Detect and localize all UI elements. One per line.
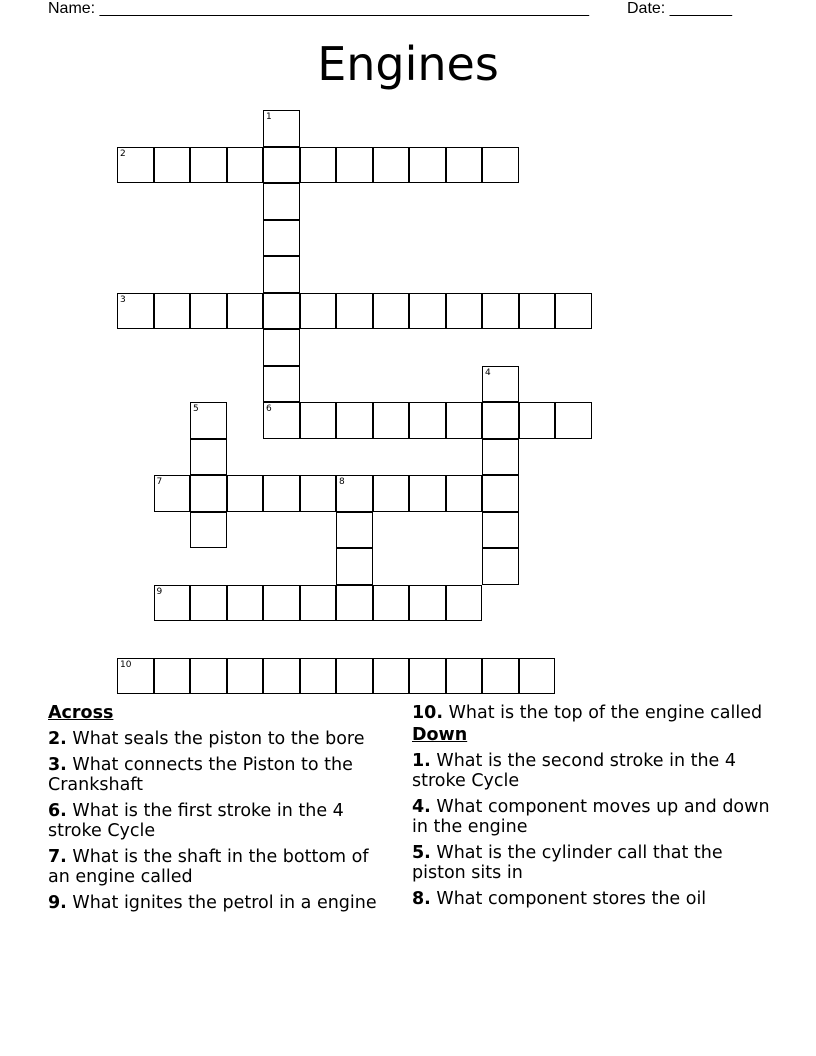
grid-cell[interactable] [336,147,373,184]
clue-number: 1 [266,112,272,122]
grid-cell[interactable] [409,293,446,330]
grid-cell[interactable] [482,512,519,549]
grid-cell[interactable] [190,147,227,184]
grid-cell[interactable] [227,147,264,184]
clue-across-6: 6. What is the first stroke in the 4 stroke Cycle [48,801,344,841]
clue-down-4: 4. What component moves up and down in the engine [412,797,770,837]
clue-number: 8 [339,477,345,487]
grid-cell[interactable] [409,475,446,512]
clue-number: 10 [120,659,132,670]
grid-cell[interactable] [482,658,519,695]
grid-cell[interactable] [263,329,300,366]
grid-cell[interactable] [300,475,337,512]
date-field-label: Date: _______ [627,0,732,17]
clues-left-column [48,703,393,919]
grid-cell[interactable] [154,147,191,184]
grid-cell[interactable] [263,402,300,439]
grid-cell[interactable] [409,658,446,695]
grid-cell[interactable] [446,658,483,695]
grid-cell[interactable] [263,110,300,147]
grid-cell[interactable] [263,256,300,293]
grid-cell[interactable] [519,658,556,695]
grid-cell[interactable] [446,293,483,330]
clue-number: 5 [193,404,199,414]
grid-cell[interactable] [300,585,337,622]
grid-cell[interactable] [519,402,556,439]
grid-cell[interactable] [336,658,373,695]
clue-across-2: 2. What seals the piston to the bore [48,729,365,749]
grid-cell[interactable] [154,585,191,622]
grid-cell[interactable] [300,402,337,439]
grid-cell[interactable] [263,366,300,403]
grid-cell[interactable] [227,658,264,695]
grid-cell[interactable] [373,475,410,512]
grid-cell[interactable] [482,439,519,476]
grid-cell[interactable] [482,147,519,184]
grid-cell[interactable] [190,293,227,330]
grid-cell[interactable] [446,147,483,184]
grid-cell[interactable] [336,402,373,439]
grid-cell[interactable] [555,293,592,330]
grid-cell[interactable] [154,658,191,695]
across-heading: Across [48,703,114,723]
grid-cell[interactable] [227,293,264,330]
grid-cell[interactable] [482,402,519,439]
clue-number: 3 [120,294,126,305]
grid-cell[interactable] [263,147,300,184]
grid-cell[interactable] [555,402,592,439]
grid-cell[interactable] [117,658,154,695]
clues-right-column [412,703,772,915]
grid-cell[interactable] [446,475,483,512]
down-heading: Down [412,725,468,745]
clue-across-3: 3. What connects the Piston to the Crankshaft [48,755,353,795]
clue-across-9: 9. What ignites the petrol in a engine [48,893,377,913]
clue-across-7: 7. What is the shaft in the bottom of an engine called [48,847,369,887]
grid-cell[interactable] [154,475,191,512]
grid-cell[interactable] [117,147,154,184]
grid-cell[interactable] [190,439,227,476]
grid-cell[interactable] [373,147,410,184]
grid-cell[interactable] [446,402,483,439]
grid-cell[interactable] [336,585,373,622]
grid-cell[interactable] [482,293,519,330]
grid-cell[interactable] [409,585,446,622]
grid-cell[interactable] [519,293,556,330]
grid-cell[interactable] [190,512,227,549]
grid-cell[interactable] [263,220,300,257]
clue-across-10: 10. What is the top of the engine called [412,703,763,723]
clue-down-1: 1. What is the second stroke in the 4 stroke Cycle [412,751,737,791]
name-field-label: Name: _______________________________________________________ [48,0,589,17]
grid-cell[interactable] [263,293,300,330]
clue-down-8: 8. What component stores the oil [412,889,707,909]
grid-cell[interactable] [227,475,264,512]
clue-number: 9 [156,586,163,597]
grid-cell[interactable] [300,293,337,330]
grid-cell[interactable] [482,366,519,403]
grid-cell[interactable] [117,293,154,330]
grid-cell[interactable] [227,585,264,622]
grid-cell[interactable] [300,658,337,695]
clue-number: 4 [485,367,491,378]
grid-cell[interactable] [263,475,300,512]
grid-cell[interactable] [409,147,446,184]
grid-cell[interactable] [373,293,410,330]
grid-cell[interactable] [336,293,373,330]
grid-cell[interactable] [190,585,227,622]
grid-cell[interactable] [409,402,446,439]
grid-cell[interactable] [263,658,300,695]
clue-number: 7 [156,477,163,487]
grid-cell[interactable] [373,402,410,439]
grid-cell[interactable] [373,658,410,695]
clue-number: 2 [120,148,126,159]
clue-number: 6 [266,404,272,414]
grid-cell[interactable] [446,585,483,622]
grid-cell[interactable] [263,183,300,220]
grid-cell[interactable] [336,512,373,549]
grid-cell[interactable] [482,475,519,512]
clue-down-5: 5. What is the cylinder call that the piston sits in [412,843,723,883]
grid-cell[interactable] [482,548,519,585]
grid-cell[interactable] [373,585,410,622]
grid-cell[interactable] [336,548,373,585]
page-title: Engines [317,37,499,91]
grid-cell[interactable] [190,475,227,512]
grid-cell[interactable] [300,147,337,184]
grid-cell[interactable] [190,658,227,695]
grid-cell[interactable] [336,475,373,512]
grid-cell[interactable] [190,402,227,439]
grid-cell[interactable] [154,293,191,330]
grid-cell[interactable] [263,585,300,622]
